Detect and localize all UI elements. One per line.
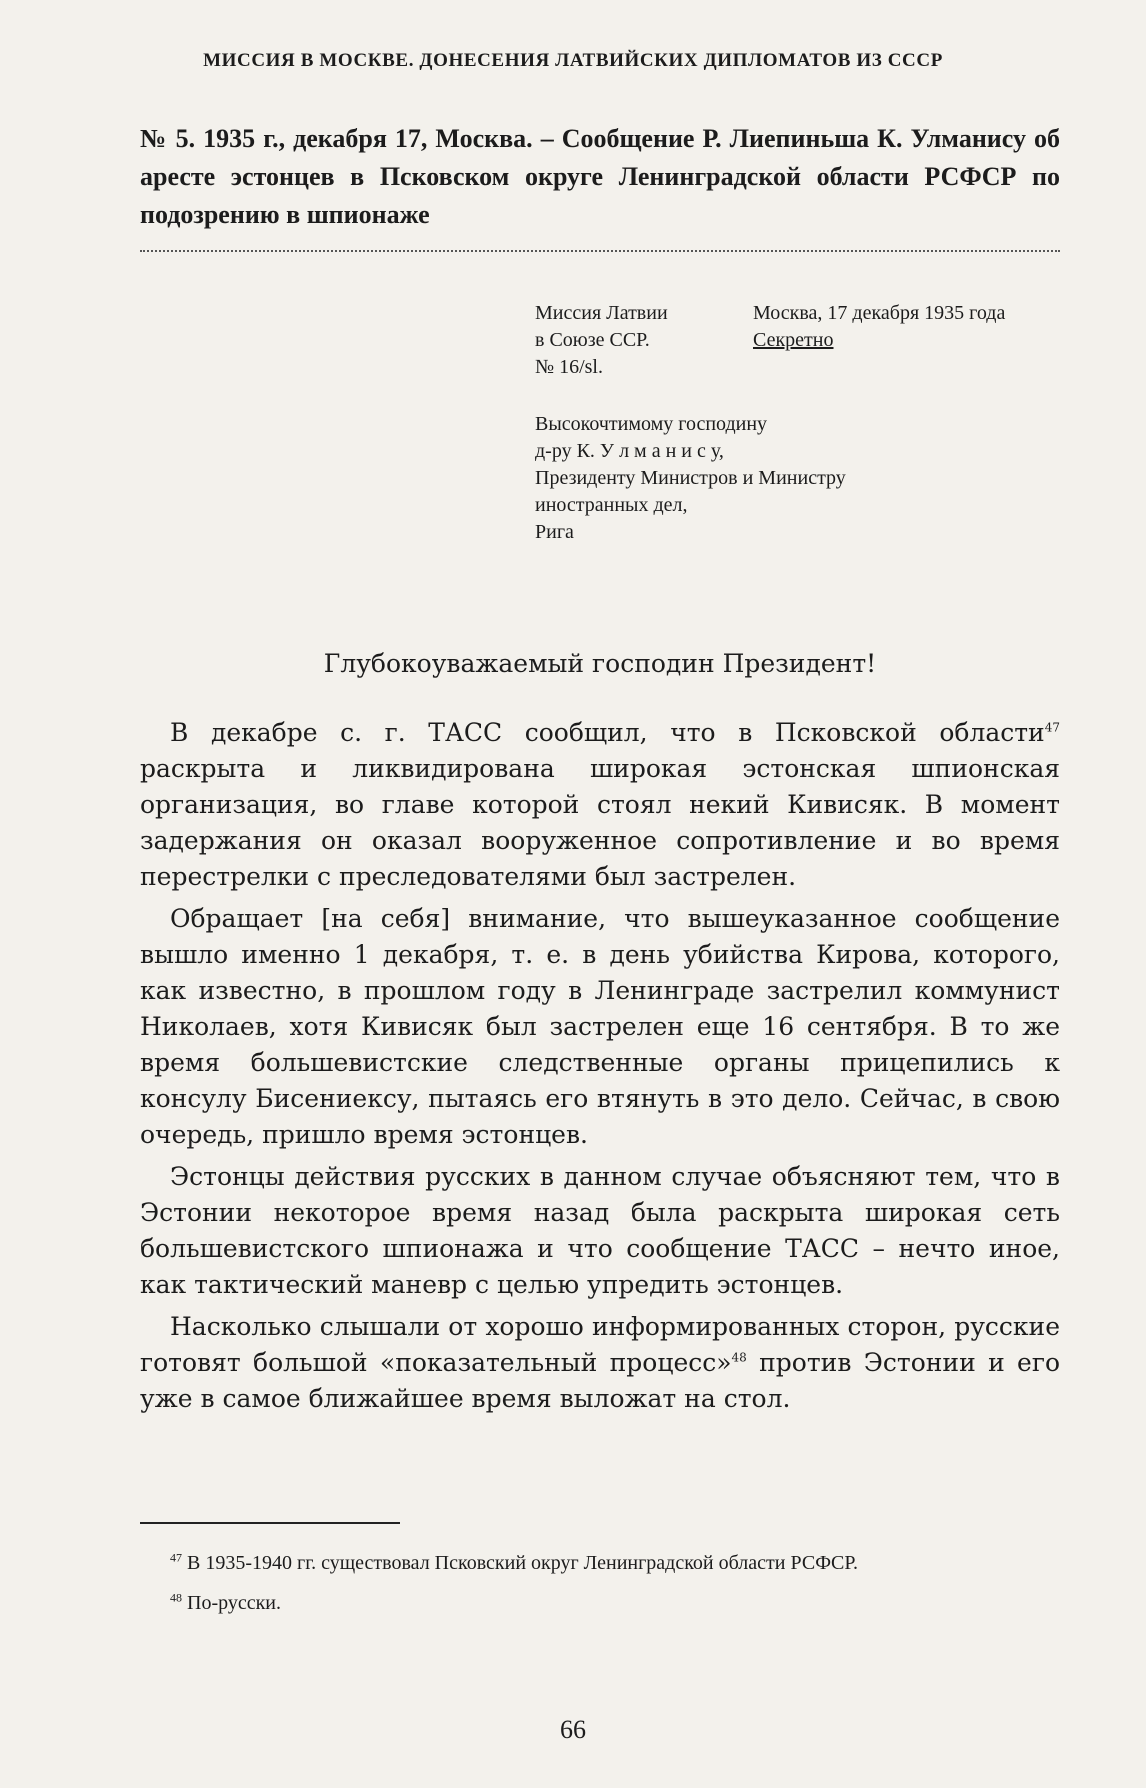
footnote-ref[interactable]: 47 (1044, 720, 1060, 735)
footnote-number: 48 (170, 1590, 182, 1605)
addressee-line: Высокочтимому господину (535, 413, 768, 435)
sender-line: Миссия Латвии (535, 302, 668, 324)
footnote-text: В 1935-1940 гг. существовал Псковский округ Ленинградской области РСФСР. (187, 1552, 858, 1574)
sender-block (535, 300, 765, 381)
salutation: Глубокоуважаемый господин Президент! (323, 649, 877, 678)
page-number: 66 (560, 1715, 586, 1744)
reference-number: № 16/sl. (535, 356, 603, 378)
footnote-number: 47 (170, 1550, 182, 1565)
running-head: МИССИЯ В МОСКВЕ. ДОНЕСЕНИЯ ЛАТВИЙСКИХ ДИПЛОМАТОВ ИЗ СССР (203, 50, 943, 71)
addressee-line: иностранных дел, (535, 494, 688, 516)
footnote (140, 1548, 1060, 1578)
addressee-line: Рига (535, 521, 574, 543)
classification-mark: Секретно (753, 329, 834, 351)
sender-line: в Союзе ССР. (535, 329, 650, 351)
footnotes (140, 1548, 1060, 1628)
dotted-divider (140, 250, 1060, 252)
body-paragraph: Обращает [на себя] внимание, что вышеуказанное сообщение вышло именно 1 декабря, т. е. в день убийства Кирова, которого, как известно, в прошлом году в Ленинграде застрелил коммунист Николаев, хотя Кивисяк был застрелен еще 16 сентября. В то же время большевистские следственные органы прицепились к консулу Бисениексу, пытаясь его втянуть в это дело. Сейчас, в свою очередь, пришло время эстонцев. (140, 904, 1060, 1149)
document-heading: № 5. 1935 г., декабря 17, Москва. – Сообщение Р. Лиепиньша К. Улманису об аресте эстонцев в Псковском округе Ленинградской области РСФСР по подозрению в шпионаже (140, 124, 1060, 229)
place-date: Москва, 17 декабря 1935 года (753, 302, 1006, 324)
footnote (140, 1588, 1060, 1618)
addressee-line: д-ру К. У л м а н и с у, (535, 440, 724, 462)
body-paragraph: В декабре с. г. ТАСС сообщил, что в Псковской области$^{47}$ раскрыта и ликвидирована широкая эстонская шпионская организация, во главе которой стоял некий Кивисяк. В момент задержания он оказал вооруженное сопротивление и во время перестрелки с преследователями был застрелен. (140, 718, 1060, 891)
addressee-line: Президенту Министров и Министру (535, 467, 846, 489)
letter-body (140, 715, 1060, 1423)
body-paragraph: Насколько слышали от хорошо информированных сторон, русские готовят большой «показательный процесс»$^{48}$ против Эстонии и его уже в самое ближайшее время выложат на стол. (140, 1312, 1060, 1413)
addressee-block (535, 411, 1055, 546)
date-block (753, 300, 1073, 354)
footnote-text: По-русски. (187, 1592, 282, 1614)
footnote-ref[interactable]: 48 (731, 1350, 747, 1365)
footnote-divider (140, 1522, 400, 1524)
body-paragraph: Эстонцы действия русских в данном случае объясняют тем, что в Эстонии некоторое время назад была раскрыта широкая сеть большевистского шпионажа и что сообщение ТАСС – нечто иное, как тактический маневр с целью упредить эстонцев. (140, 1162, 1060, 1299)
